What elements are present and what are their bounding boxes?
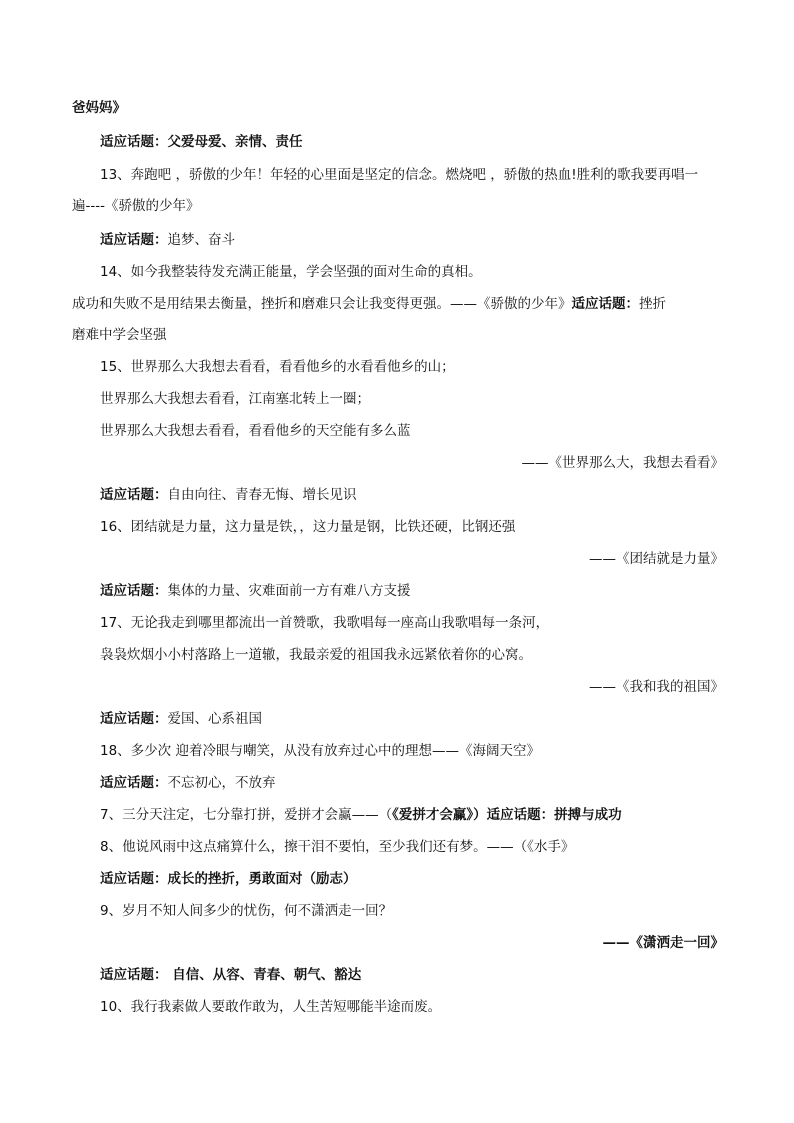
text-line: 8、他说风雨中这点痛算什么，擦干泪不要怕，至少我们还有梦。——（《水手》 xyxy=(100,839,575,855)
topic-text: 挫折 xyxy=(639,296,666,312)
topic-label: 适应话题： xyxy=(100,232,168,248)
topic-text: 自由向往、青春无悔、增长见识 xyxy=(167,487,357,503)
text-line: 17、无论我走到哪里都流出一首赞歌，我歌唱每一座高山我歌唱每一条河， xyxy=(100,615,550,631)
source-line: ——《我和我的祖国》 xyxy=(589,679,724,695)
source-line: ——《世界那么大，我想去看看》 xyxy=(521,455,724,471)
topic-text: 不忘初心，不放弃 xyxy=(167,775,276,791)
topic-text: 《爱拼才会赢》）适应话题：拼搏与成功 xyxy=(392,807,622,823)
topic-text: 爱国、心系祖国 xyxy=(167,711,262,727)
topic-label: 适应话题： xyxy=(100,711,168,727)
topic-line xyxy=(100,582,724,600)
topic-text: 集体的力量、灾难面前一方有难八方支援 xyxy=(167,583,411,599)
topic-label: 适应话题： xyxy=(100,487,168,503)
text-line: 15、世界那么大我想去看看，看看他乡的水看看他乡的山； xyxy=(100,359,455,375)
source-line: ——《潇洒走一回》 xyxy=(602,935,724,951)
topic-line: 适应话题： 自信、从容、青春、朝气、豁达 xyxy=(100,967,362,983)
topic-label: 适应话题： xyxy=(100,775,168,791)
topic-line xyxy=(100,774,724,792)
topic-line xyxy=(100,710,724,728)
topic-label: 适应话题： xyxy=(100,134,168,150)
text-line: 9、岁月不知人间多少的忧伤，何不潇洒走一回？ xyxy=(100,903,393,919)
topic-line xyxy=(100,133,724,151)
text-line: 爸妈妈》 xyxy=(72,100,126,116)
text-line xyxy=(72,295,724,313)
text-line: 袅袅炊烟小小村落路上一道辙，我最亲爱的祖国我永远紧依着你的心窝。 xyxy=(100,647,532,663)
topic-label: 适应话题： xyxy=(571,296,639,312)
text-line: 世界那么大我想去看看，看看他乡的天空能有多么蓝 xyxy=(100,423,411,439)
text-segment: 7、三分天注定，七分靠打拼，爱拼才会赢——（ xyxy=(100,807,393,823)
text-line: 磨难中学会坚强 xyxy=(72,327,167,343)
topic-line: 适应话题：成长的挫折，勇敢面对（励志） xyxy=(100,871,357,887)
topic-text: 父爱母爱、亲情、责任 xyxy=(167,134,303,150)
text-line: 18、多少次 迎着冷眼与嘲笑，从没有放弃过心中的理想——《海阔天空》 xyxy=(100,743,540,759)
text-line: 16、团结就是力量，这力量是铁，，这力量是钢，比铁还硬，比钢还强 xyxy=(100,519,516,535)
text-line: 10、我行我素做人要敢作敢为，人生苦短哪能半途而废。 xyxy=(100,999,442,1015)
text-line: 13、奔跑吧 ，骄傲的少年！年轻的心里面是坚定的信念。燃烧吧 ，骄傲的热血!胜利的歌我要再唱一 xyxy=(100,167,699,183)
text-line: 14、如今我整装待发充满正能量，学会坚强的面对生命的真相。 xyxy=(100,264,482,280)
source-line: ——《团结就是力量》 xyxy=(589,551,724,567)
topic-text: 追梦、奋斗 xyxy=(167,232,235,248)
topic-line xyxy=(100,486,724,504)
topic-line xyxy=(100,231,724,249)
topic-label: 适应话题： xyxy=(100,583,168,599)
text-segment: 成功和失败不是用结果去衡量，挫折和磨难只会让我变得更强。——《骄傲的少年》 xyxy=(72,296,572,312)
text-line: 遍----《骄傲的少年》 xyxy=(72,198,200,214)
text-line: 世界那么大我想去看看，江南塞北转上一圈； xyxy=(100,391,370,407)
text-line xyxy=(100,806,724,824)
